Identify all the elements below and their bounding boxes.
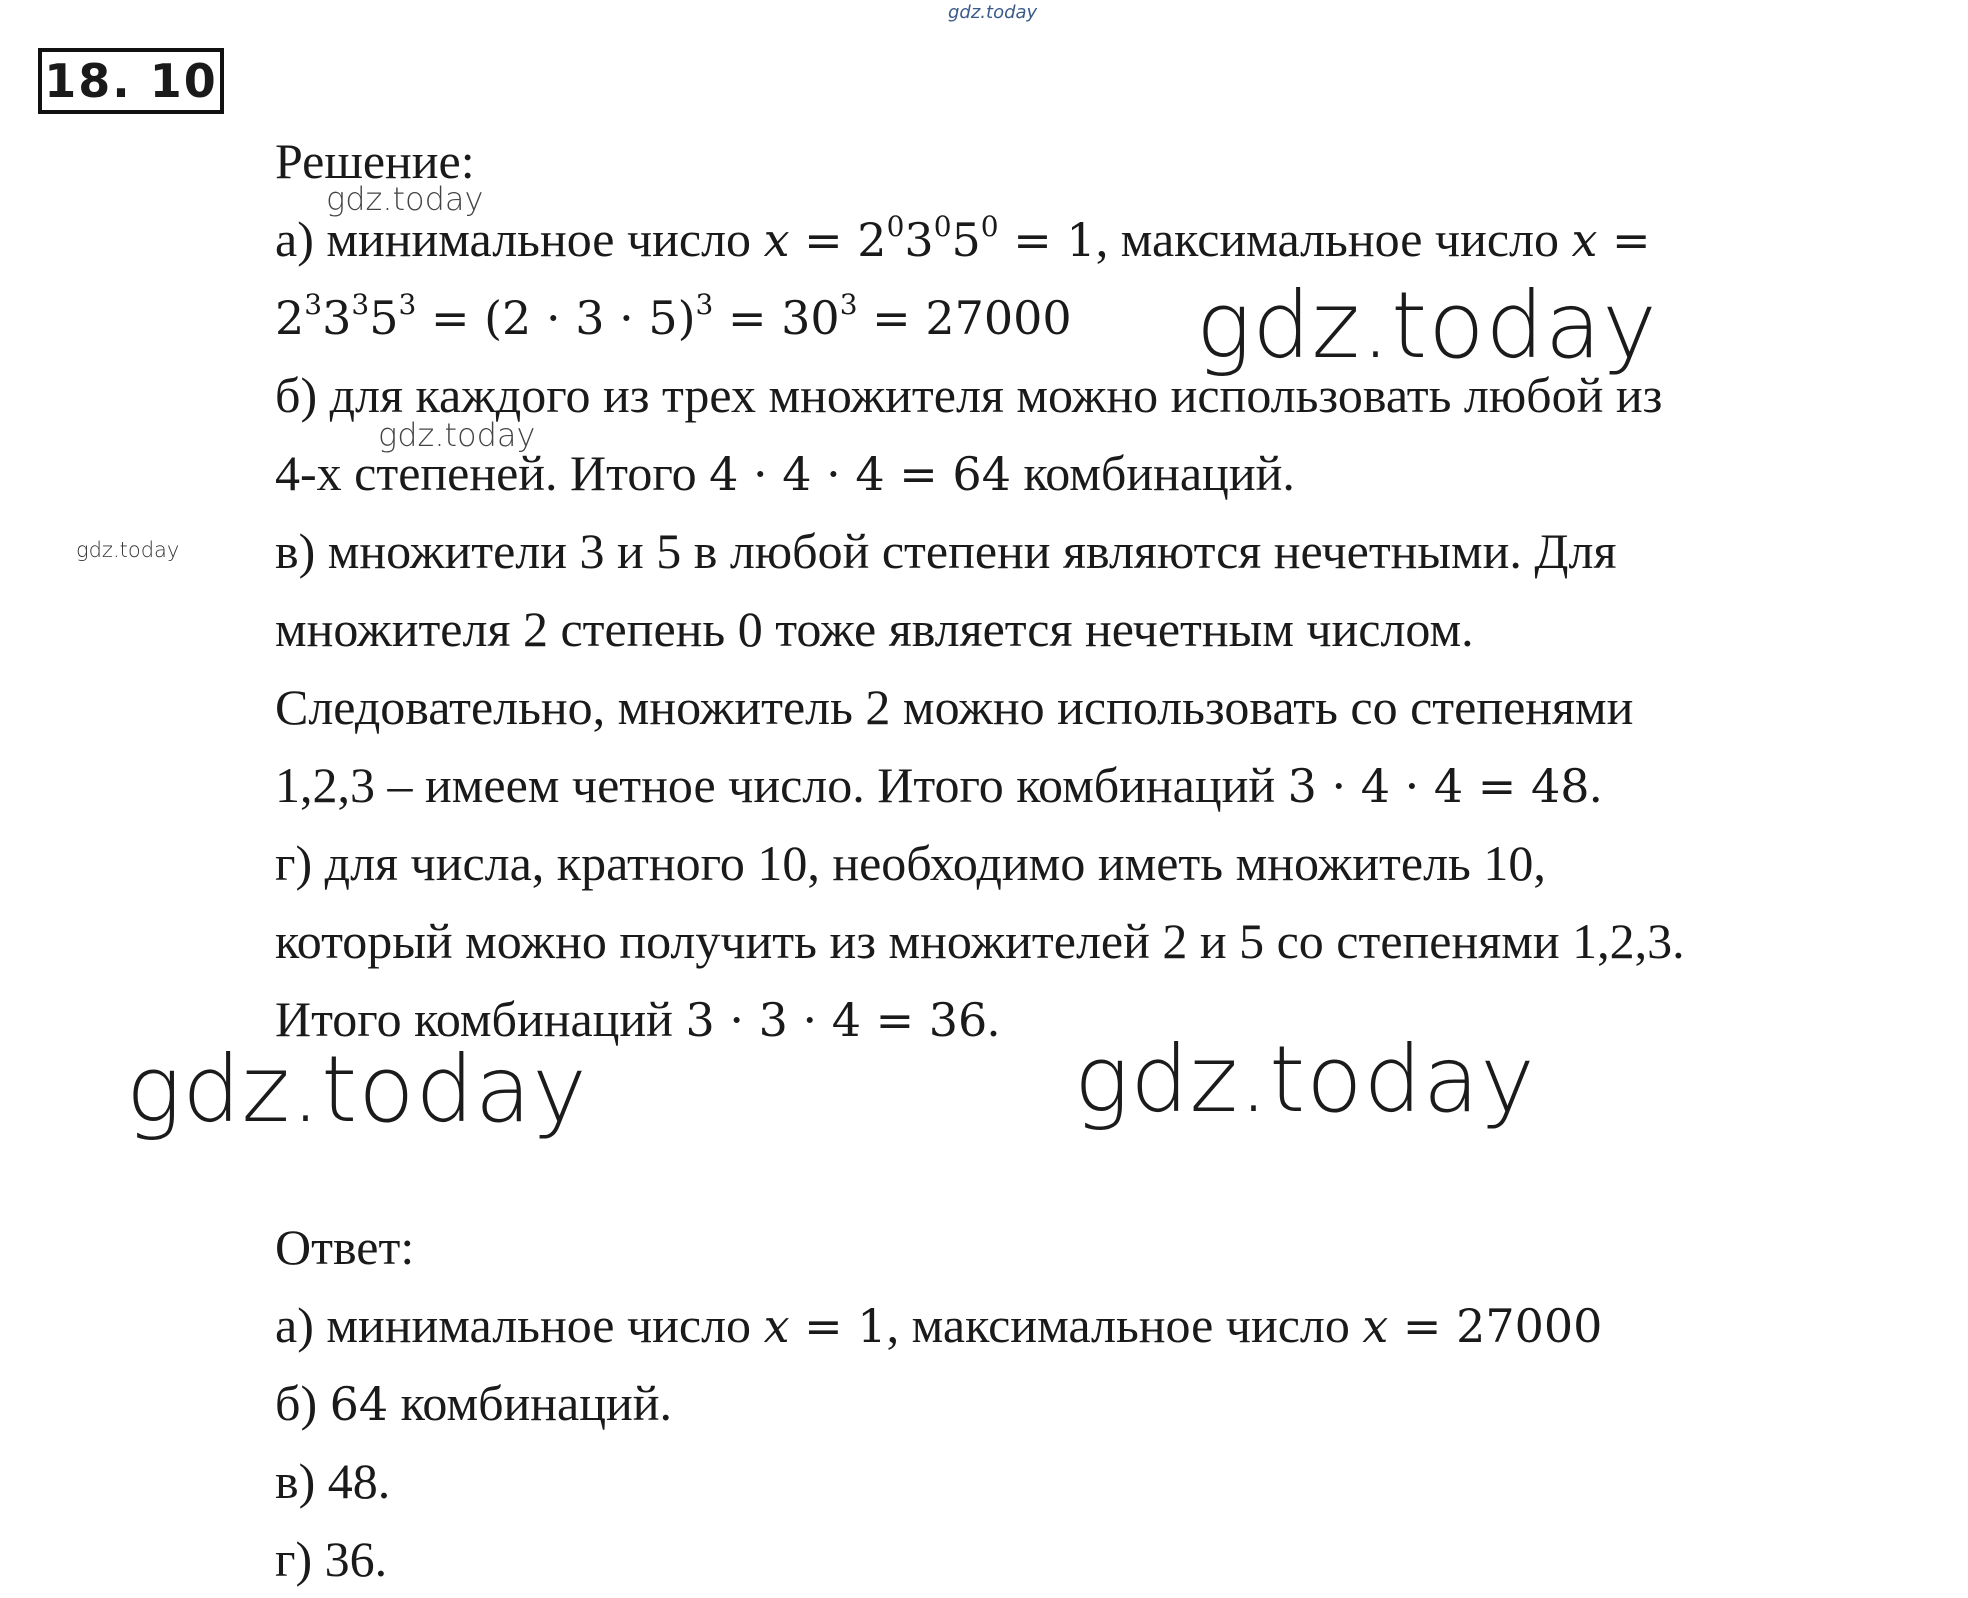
answer-a-max: x = 27000 <box>1362 1299 1603 1353</box>
part-v-end: . <box>1589 757 1603 813</box>
part-b-text: 4-х степеней. Итого <box>275 445 710 501</box>
watermark-small-2: gdz.today <box>378 416 536 454</box>
answer-a <box>275 1286 1955 1364</box>
part-g-text: Итого комбинаций <box>275 991 686 1047</box>
part-g-line-1: г) для числа, кратного 10, необходимо иметь множитель 10, <box>275 835 1546 891</box>
watermark-top: gdz.today <box>948 2 1038 23</box>
part-g-end: . <box>987 991 1000 1047</box>
part-g-line-2: который можно получить из множителей 2 и 5 со степенями 1,2,3. <box>275 913 1685 969</box>
answer-v: в) 48. <box>275 1453 391 1509</box>
part-g-math: 3 · 3 · 4 = 36 <box>685 993 988 1047</box>
part-a-prefix: а) минимальное число <box>275 211 764 267</box>
part-a-min-expr: $x = 2^03^05^0 = 1$ <box>763 209 1096 267</box>
answer-a-middle: , максимальное число <box>886 1297 1363 1353</box>
part-v-line-2: множителя 2 степень 0 тоже является нечетным числом. <box>275 601 1474 657</box>
answer-b-end: комбинаций. <box>388 1375 673 1431</box>
watermark-large-3: gdz.today <box>1074 1026 1536 1133</box>
part-v-text: 1,2,3 – имеем четное число. Итого комбинаций <box>275 757 1288 813</box>
part-v-math: 3 · 4 · 4 = 48 <box>1287 759 1590 813</box>
part-v-line-4 <box>275 746 1955 824</box>
watermark-small-1: gdz.today <box>326 180 484 218</box>
part-a-line-2 <box>275 278 1955 356</box>
solution-heading: Решение: <box>275 133 475 189</box>
part-v-line-3: Следовательно, множитель 2 можно использовать со степенями <box>275 679 1634 735</box>
watermark-large-1: gdz.today <box>1196 272 1658 379</box>
answer-a-min: x = 1 <box>763 1299 887 1353</box>
answer-b-prefix: б) <box>275 1375 330 1431</box>
part-a-max-expr: $2^33^35^3 = (2 \cdot 3 \cdot 5)^3 = 30^3 = 27000$ <box>275 287 1072 345</box>
part-b-end: комбинаций. <box>1010 445 1295 501</box>
part-b-math: 4 · 4 · 4 = 64 <box>709 447 1011 501</box>
part-a-middle: , максимальное число <box>1095 211 1572 267</box>
part-v-line-1: в) множители 3 и 5 в любой степени являются нечетными. Для <box>275 523 1617 579</box>
answer-b-math: 64 <box>329 1377 389 1431</box>
answer-g: г) 36. <box>275 1531 388 1587</box>
part-a-max-var: x = <box>1571 213 1651 267</box>
part-b-line-1: б) для каждого из трех множителя можно использовать любой из <box>275 367 1663 423</box>
answer-a-prefix: а) минимальное число <box>275 1297 764 1353</box>
watermark-large-2: gdz.today <box>126 1036 588 1143</box>
problem-number: 18. 10 <box>38 48 224 114</box>
solution-content <box>275 122 1955 1598</box>
answer-b <box>275 1364 1955 1442</box>
watermark-tiny: gdz.today <box>76 538 180 562</box>
answer-heading: Ответ: <box>275 1219 415 1275</box>
part-a-line-1 <box>275 200 1955 278</box>
